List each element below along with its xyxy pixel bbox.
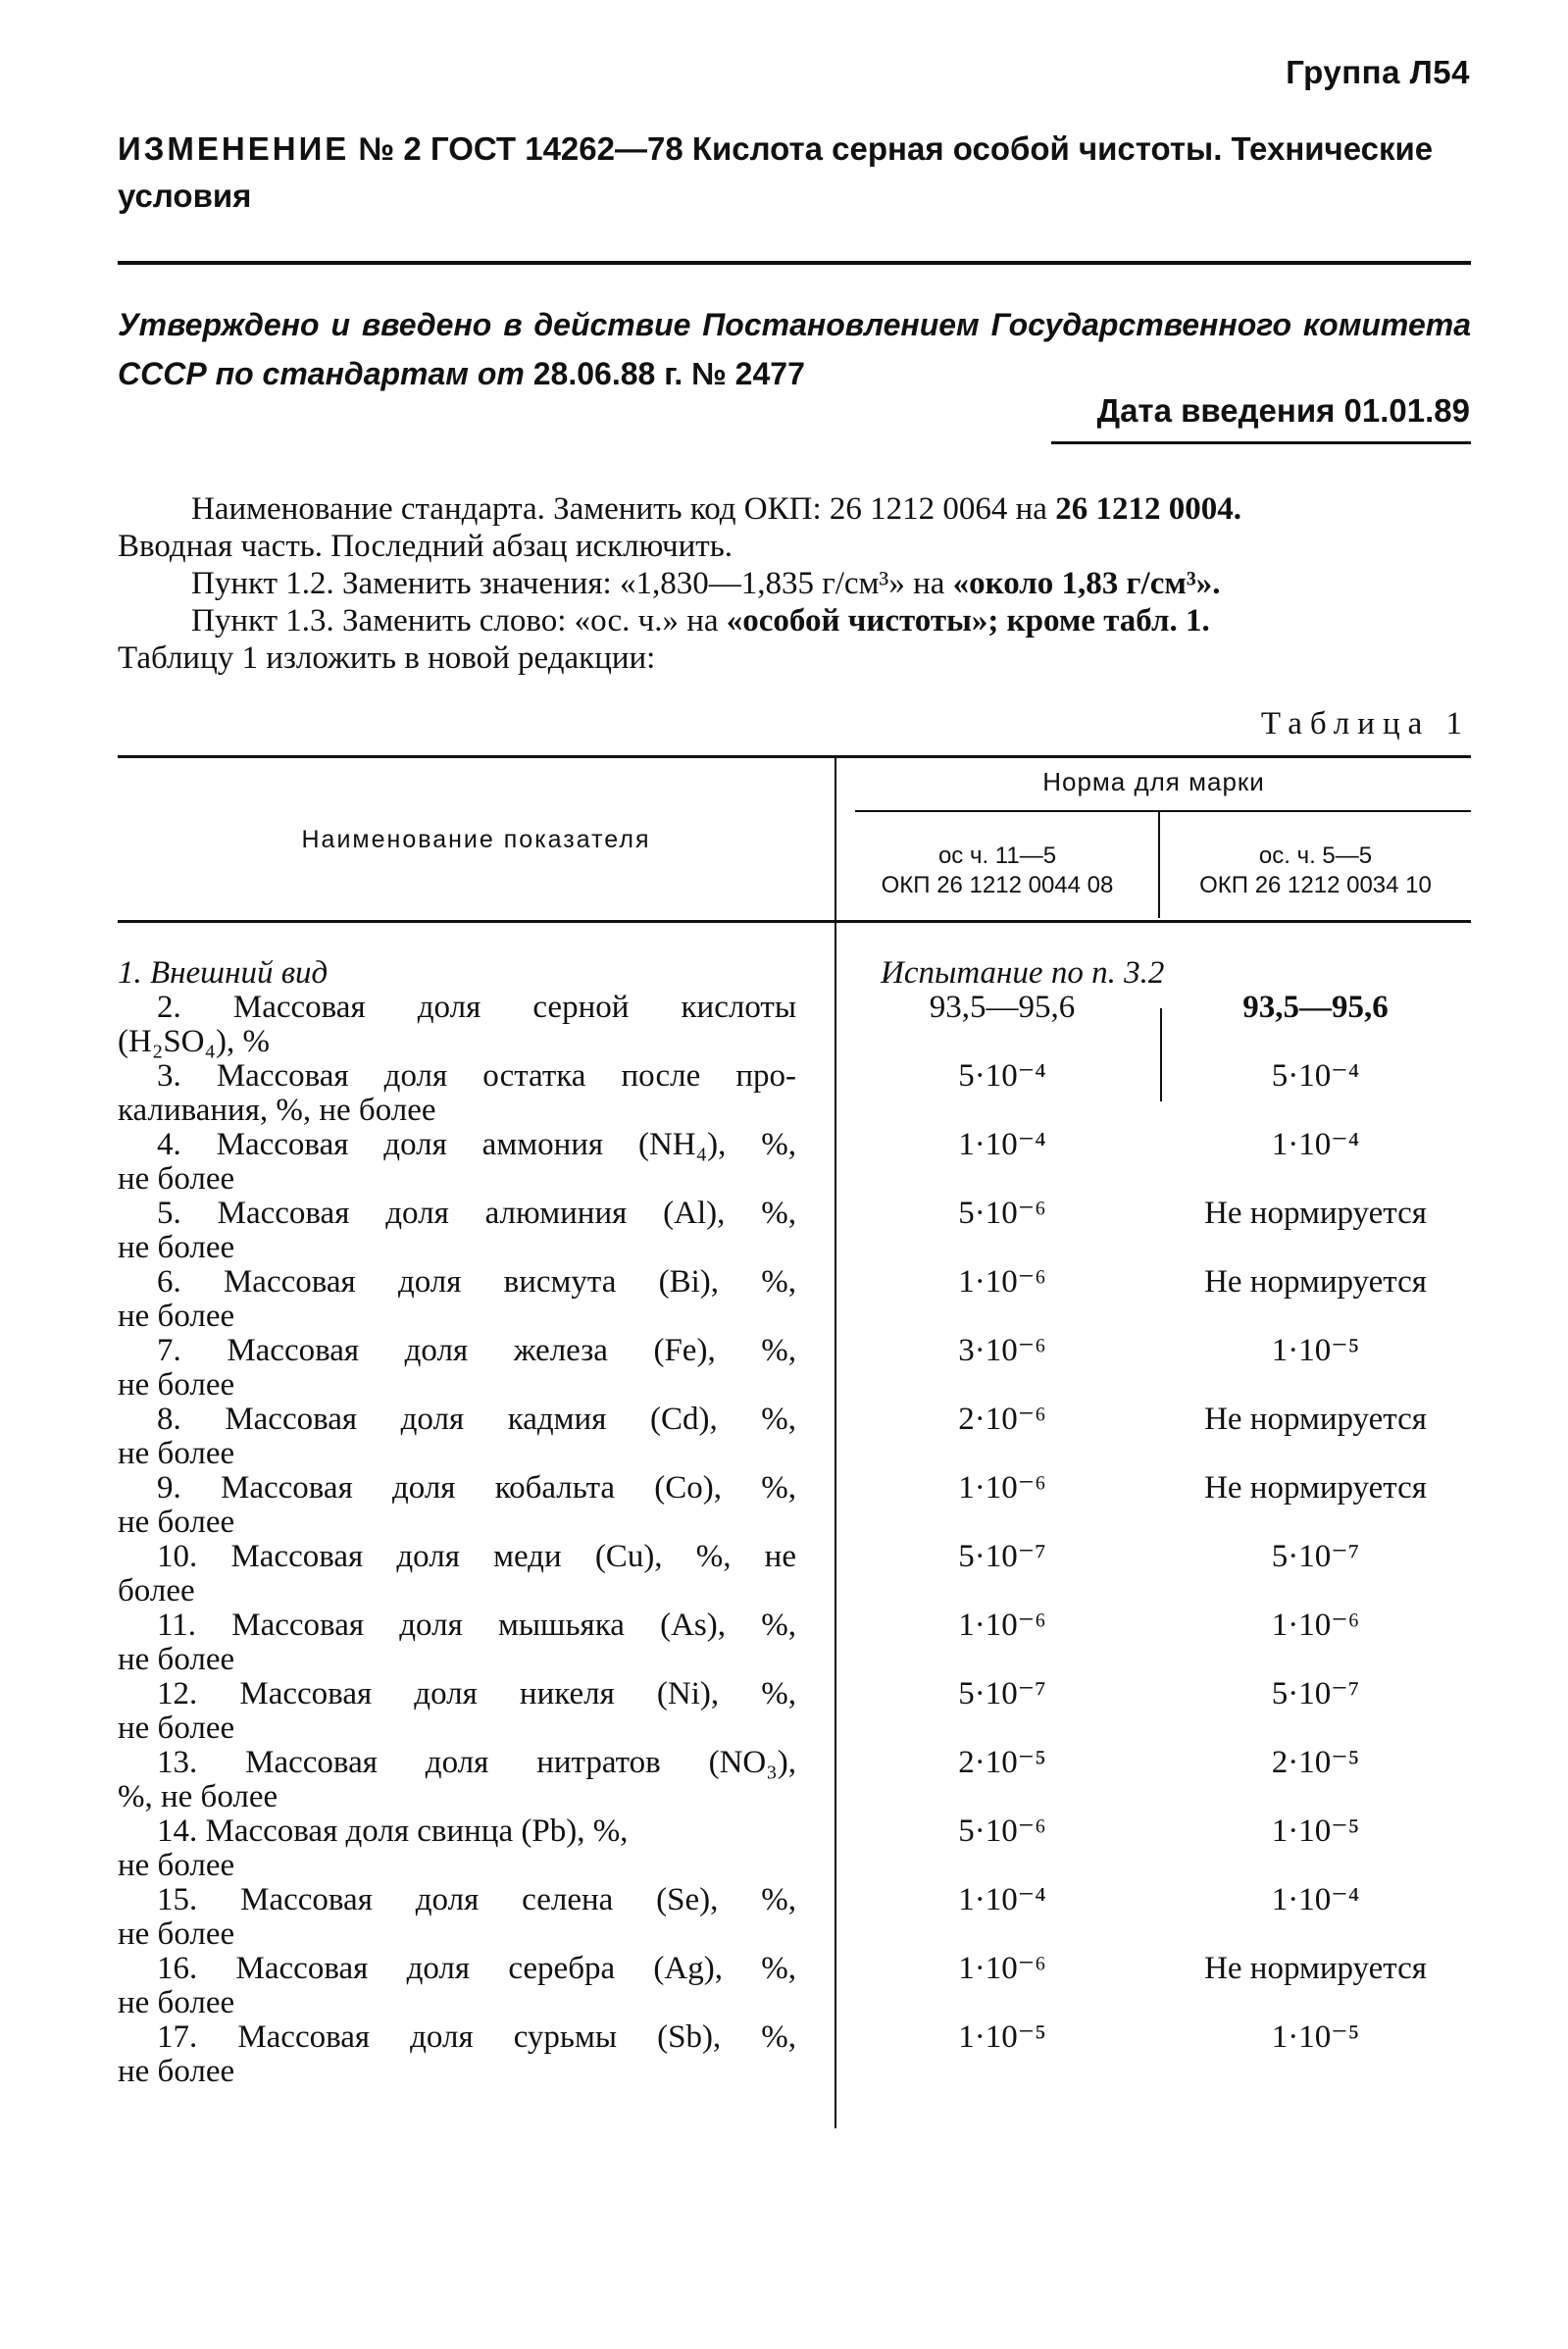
row-name-line-1: 6. Массовая доля висмута (Bi), %, — [157, 1264, 796, 1300]
row-name — [118, 1128, 796, 1197]
approval-date: 28.06.88 г. № 2477 — [532, 356, 805, 391]
change-title — [118, 126, 1471, 220]
row-name-line-2: не более — [118, 1916, 235, 1952]
row-name-line-2: не более — [118, 1161, 235, 1197]
row-name-line-2: не более — [118, 1642, 235, 1677]
row-name — [118, 956, 796, 991]
grade-a-header — [836, 842, 1158, 900]
row-name — [118, 1814, 796, 1883]
row-value-grade-a: 1·10⁻⁶ — [958, 1951, 1046, 1986]
row-value-grade-a: 5·10⁻⁴ — [958, 1058, 1046, 1094]
table-row — [118, 1883, 1471, 1952]
group-code: Группа Л54 — [1286, 54, 1470, 90]
row-name-line-1: 17. Массовая доля сурьмы (Sb), %, — [157, 2019, 796, 2055]
paragraph-intro: Вводная часть. Последний абзац исключить. — [118, 529, 733, 564]
row-name — [118, 1334, 796, 1403]
row-value-grade-b: Не нормируется — [1204, 1264, 1427, 1300]
row-name-line-1: 11. Массовая доля мышьяка (As), %, — [157, 1608, 796, 1643]
row-name-line-1: 14. Массовая доля свинца (Pb), %, — [157, 1813, 629, 1849]
row-name-line-2: не более — [118, 1436, 235, 1471]
grade-b-header — [1160, 842, 1471, 900]
row-value-grade-a: 5·10⁻⁷ — [958, 1539, 1046, 1574]
row-value-grade-a: 1·10⁻⁴ — [958, 1882, 1046, 1917]
change-title-rest: № 2 ГОСТ 14262—78 Кислота серная особой чистоты. Технические условия — [118, 130, 1434, 214]
row-name-line-1: 16. Массовая доля серебра (Ag), %, — [157, 1951, 796, 1986]
table-row — [118, 1128, 1471, 1197]
row-name — [118, 1197, 796, 1265]
introduction-date-underline — [1051, 441, 1471, 444]
row-name-line-1: 2. Массовая доля серной кислоты — [157, 990, 796, 1025]
paragraph-item-1-3 — [118, 602, 1471, 639]
table-row — [118, 1265, 1471, 1334]
row-name-line-2: не более — [118, 1985, 235, 2020]
header-divider — [118, 261, 1471, 265]
norm-header: Норма для марки — [1042, 767, 1265, 796]
row-name-line-2: не более — [118, 1505, 235, 1540]
row-name-line-1: 3. Массовая доля остатка после про- — [157, 1058, 796, 1094]
table-row — [118, 1197, 1471, 1265]
p1-bold: 26 1212 0004. — [1055, 491, 1241, 527]
indicator-name-header: Наименование показателя — [301, 826, 651, 853]
row-name-line-2: не более — [118, 1367, 235, 1403]
p3-bold: «около 1,83 г/см³». — [952, 566, 1221, 601]
row-value-grade-a: 1·10⁻⁶ — [958, 1470, 1046, 1506]
row-value-grade-a: 1·10⁻⁵ — [958, 2019, 1046, 2055]
table-row — [118, 1814, 1471, 1883]
norm-header-rule — [855, 810, 1471, 812]
row-name — [118, 2020, 796, 2089]
table-label: Таблица 1 — [1260, 706, 1470, 741]
row-value-grade-a: 1·10⁻⁶ — [958, 1608, 1046, 1643]
row-value-grade-b: 5·10⁻⁷ — [1271, 1676, 1360, 1711]
grade-a-name: ос ч. 11—5 — [937, 843, 1057, 869]
row-value-grade-b: Не нормируется — [1204, 1470, 1427, 1506]
table-header-rule — [118, 920, 1471, 923]
table-row — [118, 1609, 1471, 1677]
row-value-grade-a: 1·10⁻⁴ — [958, 1127, 1046, 1162]
row-value-grade-a: 93,5—95,6 — [929, 990, 1076, 1025]
row-value-grade-b: Не нормируется — [1204, 1951, 1427, 1986]
p4-bold: «особой чистоты»; кроме табл. 1. — [726, 603, 1210, 638]
row-name-line-1: 5. Массовая доля алюминия (Al), %, — [157, 1196, 796, 1231]
row-value-grade-b: 1·10⁻⁴ — [1271, 1127, 1360, 1162]
paragraph-standard-name — [118, 490, 1471, 528]
row-value-grade-b: 93,5—95,6 — [1242, 990, 1389, 1025]
row-name-line-2: каливания, %, не более — [118, 1093, 436, 1128]
row-name — [118, 1540, 796, 1609]
row-value-grade-b: 1·10⁻⁵ — [1271, 1813, 1360, 1849]
p3-text: Пункт 1.2. Заменить значения: «1,830—1,835 г/см³» на — [191, 566, 953, 601]
row-name — [118, 1677, 796, 1746]
row-name-line-2: не более — [118, 1230, 235, 1265]
table-row — [118, 1471, 1471, 1540]
table-row — [118, 1403, 1471, 1471]
row-value-grade-b: 1·10⁻⁶ — [1271, 1608, 1360, 1643]
row-name-line-1: 9. Массовая доля кобальта (Co), %, — [157, 1470, 796, 1506]
row-name-line-1: 7. Массовая доля железа (Fe), %, — [157, 1333, 796, 1368]
row-name — [118, 1746, 796, 1814]
change-body — [118, 490, 1471, 677]
row-name-line-2: не более — [118, 1848, 235, 1883]
row-name-line-1: 4. Массовая доля аммония (NH₄), %, — [157, 1127, 796, 1162]
table-row — [118, 2020, 1471, 2089]
row-name — [118, 1883, 796, 1952]
row-name-line-1: 10. Массовая доля меди (Cu), %, не — [157, 1539, 796, 1574]
approval-statement — [118, 300, 1471, 398]
row-name-line-1: 15. Массовая доля селена (Se), %, — [157, 1882, 796, 1917]
row-name — [118, 1952, 796, 2020]
row-name-line-2: не более — [118, 1299, 235, 1334]
row-value-grade-a: 5·10⁻⁶ — [958, 1813, 1046, 1849]
table-row — [118, 1746, 1471, 1814]
table-row — [118, 1677, 1471, 1746]
paragraph-item-1-2 — [118, 565, 1471, 602]
row-name — [118, 1059, 796, 1128]
row-value-grade-a: 5·10⁻⁷ — [958, 1676, 1046, 1711]
row-value-grade-a: 3·10⁻⁶ — [958, 1333, 1046, 1368]
grade-b-name: ос. ч. 5—5 — [1258, 843, 1373, 869]
row-name-line-2: более — [118, 1573, 195, 1609]
row-value-grade-a: 2·10⁻⁵ — [958, 1745, 1046, 1780]
table-row — [118, 1952, 1471, 2020]
row-name-line-2: не более — [118, 1711, 235, 1746]
grade-a-okp: ОКП 26 1212 0044 08 — [881, 872, 1114, 898]
table-row — [118, 991, 1471, 1059]
table-row — [118, 1334, 1471, 1403]
introduction-date: Дата введения 01.01.89 — [1096, 392, 1470, 429]
row-name-line-1: 1. Внешний вид — [118, 955, 329, 991]
row-name-line-1: 13. Массовая доля нитратов (NO₃), — [157, 1745, 796, 1780]
row-value-grade-a: 2·10⁻⁶ — [958, 1402, 1046, 1437]
p4-text: Пункт 1.3. Заменить слово: «ос. ч.» на — [191, 603, 727, 638]
row-value-grade-b: 2·10⁻⁵ — [1271, 1745, 1360, 1780]
row-name-line-1: 12. Массовая доля никеля (Ni), %, — [157, 1676, 796, 1711]
table-row — [118, 1059, 1471, 1128]
grade-b-okp: ОКП 26 1212 0034 10 — [1199, 872, 1432, 898]
row-value-grade-b: 1·10⁻⁴ — [1271, 1882, 1360, 1917]
row-name — [118, 1265, 796, 1334]
row-merged-value: Испытание по п. 3.2 — [881, 955, 1165, 991]
row-name — [118, 1403, 796, 1471]
row-name-line-2: не более — [118, 2054, 235, 2089]
row-value-grade-b: 5·10⁻⁴ — [1271, 1058, 1360, 1094]
row-name-line-2: (H₂SO₄), % — [118, 1024, 270, 1059]
row-value-grade-a: 5·10⁻⁶ — [958, 1196, 1046, 1231]
row-value-grade-b: 1·10⁻⁵ — [1271, 1333, 1360, 1368]
row-value-grade-b: 1·10⁻⁵ — [1271, 2019, 1360, 2055]
approval-text: Утверждено и введено в действие Постановлением Государственного комитета СССР по стандартам от — [118, 307, 1471, 391]
row-value-grade-b: Не нормируется — [1204, 1196, 1427, 1231]
p1-text: Наименование стандарта. Заменить код ОКП: 26 1212 0064 на — [191, 491, 1056, 527]
row-value-grade-a: 1·10⁻⁶ — [958, 1264, 1046, 1300]
table-top-rule — [118, 755, 1471, 758]
row-name-line-1: 8. Массовая доля кадмия (Cd), %, — [157, 1402, 796, 1437]
paragraph-table-intro: Таблицу 1 изложить в новой редакции: — [118, 640, 656, 676]
row-name — [118, 991, 796, 1059]
row-name — [118, 1471, 796, 1540]
row-value-grade-b: 5·10⁻⁷ — [1271, 1539, 1360, 1574]
change-head: ИЗМЕНЕНИЕ — [118, 130, 350, 167]
row-name — [118, 1609, 796, 1677]
table-row — [118, 1540, 1471, 1609]
row-value-grade-b: Не нормируется — [1204, 1402, 1427, 1437]
row-name-line-2: %, не более — [118, 1779, 278, 1814]
